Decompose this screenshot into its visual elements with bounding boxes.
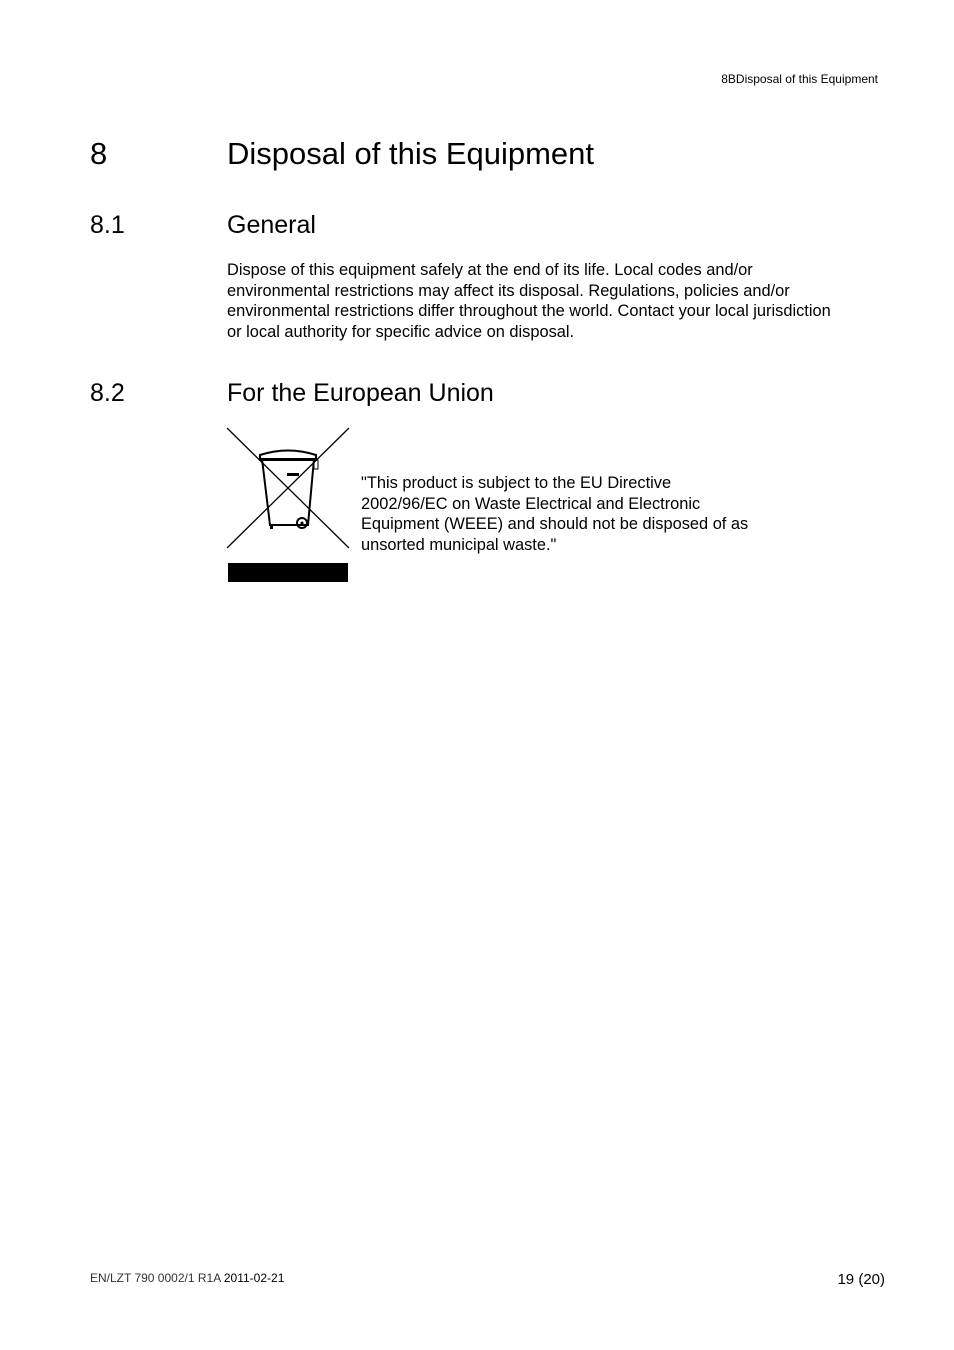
paragraph-line: environmental restrictions may affect its disposal. Regulations, policies and/or <box>227 281 790 300</box>
section-number-eu: 8.2 <box>90 379 125 407</box>
paragraph-line: Dispose of this equipment safely at the end of its life. Local codes and/or <box>227 261 753 279</box>
chapter-title: Disposal of this Equipment <box>227 136 595 171</box>
general-paragraph <box>227 260 887 342</box>
running-header: 8BDisposal of this Equipment <box>721 72 878 86</box>
statement-line: Equipment (WEEE) and should not be disposed of as <box>361 515 749 533</box>
doc-date: 2011-02-21 <box>223 1271 285 1285</box>
section-title-eu: For the European Union <box>227 379 494 407</box>
doc-number: EN/LZT 790 0002/1 R1A <box>90 1271 221 1285</box>
paragraph-line: environmental restrictions differ throughout the world. Contact your local jurisdiction <box>227 302 831 320</box>
statement-line: "This product is subject to the EU Directive <box>361 474 672 492</box>
paragraph-line: or local authority for specific advice on disposal. <box>227 322 575 341</box>
footer-doc-info <box>90 1271 284 1285</box>
page-number: 19 (20) <box>837 1271 885 1288</box>
statement-line: unsorted municipal waste." <box>361 535 557 554</box>
statement-line: 2002/96/EC on Waste Electrical and Electronic <box>361 494 701 513</box>
crossed-out-wheelie-bin-icon <box>226 426 350 584</box>
weee-statement <box>361 473 748 555</box>
section-title-general: General <box>227 211 316 239</box>
chapter-number: 8 <box>90 136 108 171</box>
section-number-general: 8.1 <box>90 211 125 239</box>
